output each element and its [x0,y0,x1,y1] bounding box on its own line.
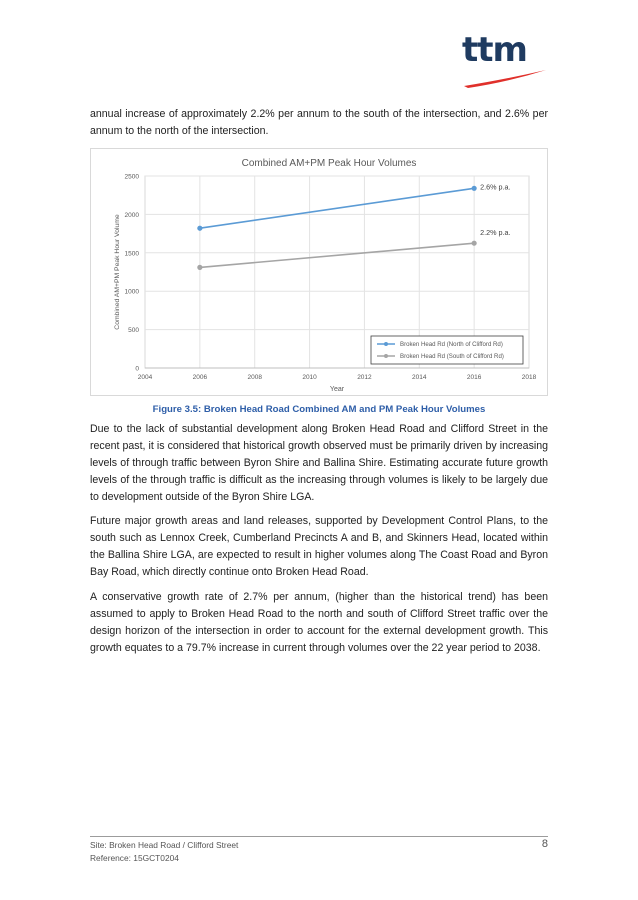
intro-paragraph: annual increase of approximately 2.2% per annum to the south of the intersection, and 2.6% per annum to the north of the intersection. [90,108,548,137]
data-point [472,241,477,246]
x-tick-label: 2010 [302,374,317,381]
series-line-1 [200,188,474,228]
ttm-logo [462,30,552,92]
x-tick-label: 2014 [412,374,427,381]
y-tick-label: 0 [135,365,139,373]
legend-marker [384,354,388,358]
data-point [197,226,202,231]
legend-label: Broken Head Rd (South of Clifford Rd) [400,353,504,361]
body-paragraph-1: Due to the lack of substantial development along Broken Head Road and Clifford Street in the recent past, it is considered that historical growth observed must be primarily driven by increasing levels of through traffic between Byron Shire and Ballina Shire. Estimating accurate future growth levels of the through traffic is difficult as the increasing through volumes is likely to be largely due to development outside of the Byron Shire LGA. [90,423,548,503]
legend-marker [384,342,388,346]
body-paragraph-2: Future major growth areas and land releases, supported by Development Control Plans, to the south such as Lennox Creek, Cumberland Precincts A and B, and Skinners Head, located within the Ballina Shire LGA, are expected to result in higher volumes along The Coast Road and Byron Bay Road, which directly continue onto Broken Head Road. [90,515,548,578]
x-tick-label: 2006 [192,374,208,381]
x-tick-label: 2018 [521,374,537,381]
x-tick-label: 2004 [137,374,153,381]
y-tick-label: 1000 [124,288,139,296]
logo-swoosh-icon [462,66,552,90]
series-line-2 [200,243,474,267]
footer-reference: Reference: 15GCT0204 [90,853,179,863]
x-axis-label: Year [329,386,345,393]
footer-site: Site: Broken Head Road / Clifford Street [90,840,239,850]
y-tick-label: 2000 [124,211,139,219]
y-tick-label: 500 [128,327,139,335]
y-tick-label: 2500 [124,173,139,181]
y-tick-label: 1500 [124,250,139,258]
data-point [197,265,202,270]
growth-annotation: 2.6% p.a. [480,182,511,192]
legend-label: Broken Head Rd (North of Clifford Rd) [400,341,503,349]
page-number: 8 [541,838,548,850]
chart-title: Combined AM+PM Peak Hour Volumes [241,158,417,169]
figure-chart [90,148,548,396]
y-axis-label: Combined AM+PM Peak Hour Volume [114,214,121,330]
body-paragraph-3: A conservative growth rate of 2.7% per annum, (higher than the historical trend) has been assumed to apply to Broken Head Road to the north and south of Clifford Street traffic over the design horizon of the intersection in order to account for the external development growth. This growth equates to a 79.7% increase in current through volumes over the 22 year period to 2038. [90,591,548,654]
footer-divider [90,836,548,837]
data-point [472,186,477,191]
x-tick-label: 2016 [466,374,482,381]
x-tick-label: 2012 [357,374,372,381]
growth-annotation: 2.2% p.a. [480,228,511,238]
x-tick-label: 2008 [247,374,262,381]
logo-text: ttm [462,30,527,70]
line-chart [91,149,549,397]
figure-caption: Figure 3.5: Broken Head Road Combined AM and PM Peak Hour Volumes [152,404,486,415]
